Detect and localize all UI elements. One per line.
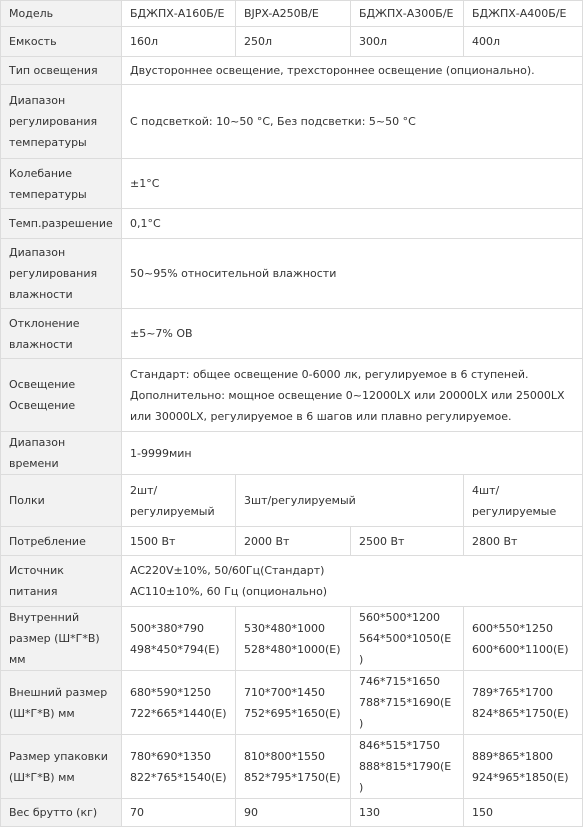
cell-value: ±1°C bbox=[122, 159, 583, 209]
value-line: 600*550*1250 bbox=[472, 621, 553, 635]
row-inner-size bbox=[1, 607, 583, 671]
row-power-consumption bbox=[1, 527, 583, 556]
cell-value: 0,1°C bbox=[122, 209, 583, 239]
value-line: 889*865*1800 bbox=[472, 749, 553, 763]
value-line: 810*800*1550 bbox=[244, 749, 325, 763]
row-illumination bbox=[1, 359, 583, 432]
value-line: 564*500*1050(E) bbox=[359, 632, 452, 666]
value-line: Стандарт: общее освещение 0-6000 лк, регулируемое в 6 ступеней. bbox=[130, 367, 529, 381]
row-label: Темп.разрешение bbox=[1, 209, 122, 239]
value-line: 924*965*1850(E) bbox=[472, 770, 569, 784]
row-label: Потребление bbox=[1, 527, 122, 556]
cell-value: 2000 Вт bbox=[236, 527, 351, 556]
row-lighting-type bbox=[1, 57, 583, 85]
row-power-supply bbox=[1, 556, 583, 607]
row-time-range bbox=[1, 432, 583, 475]
value-line: AC220V±10%, 50/60Гц(Стандарт) bbox=[130, 564, 325, 577]
value-line: 822*765*1540(E) bbox=[130, 770, 227, 784]
row-shelves bbox=[1, 475, 583, 527]
value-line: 710*700*1450 bbox=[244, 685, 325, 699]
cell-value bbox=[122, 359, 583, 432]
value-line: 528*480*1000(E) bbox=[244, 642, 341, 656]
row-label: Размер упаковки (Ш*Г*В) мм bbox=[1, 735, 122, 799]
cell-value: 50~95% относительной влажности bbox=[122, 239, 583, 309]
value-line: 722*665*1440(E) bbox=[130, 706, 227, 720]
cell-value: 4шт/ регулируемые bbox=[464, 475, 583, 527]
cell-value bbox=[351, 671, 464, 735]
row-humidity-range bbox=[1, 239, 583, 309]
value-line: 852*795*1750(E) bbox=[244, 770, 341, 784]
row-gross-weight bbox=[1, 799, 583, 827]
row-label: Вес брутто (кг) bbox=[1, 799, 122, 827]
row-label: Источник питания bbox=[1, 556, 122, 607]
row-capacity bbox=[1, 27, 583, 57]
cell-value: С подсветкой: 10~50 °C, Без подсветки: 5~50 °C bbox=[122, 85, 583, 159]
row-temp-fluctuation bbox=[1, 159, 583, 209]
row-label: Диапазон регулирования влажности bbox=[1, 239, 122, 309]
row-label: Внешний размер (Ш*Г*В) мм bbox=[1, 671, 122, 735]
cell-value: 250л bbox=[236, 27, 351, 57]
row-label: Полки bbox=[1, 475, 122, 527]
value-line: 530*480*1000 bbox=[244, 621, 325, 635]
row-label: Колебание температуры bbox=[1, 159, 122, 209]
row-temp-resolution bbox=[1, 209, 583, 239]
cell-value: ±5~7% ОВ bbox=[122, 309, 583, 359]
cell-value: 160л bbox=[122, 27, 236, 57]
row-label-line: Освещение bbox=[9, 378, 76, 391]
row-label: Диапазон времени bbox=[1, 432, 122, 475]
value-line: 600*600*1100(E) bbox=[472, 642, 569, 656]
cell-value: 2500 Вт bbox=[351, 527, 464, 556]
cell-value: 2шт/ регулируемый bbox=[122, 475, 236, 527]
cell-value bbox=[351, 607, 464, 671]
row-humidity-deviation bbox=[1, 309, 583, 359]
cell-value: 90 bbox=[236, 799, 351, 827]
cell-value bbox=[236, 607, 351, 671]
cell-value bbox=[464, 607, 583, 671]
cell-value bbox=[122, 607, 236, 671]
row-label: Диапазон регулирования температуры bbox=[1, 85, 122, 159]
cell-value: 400л bbox=[464, 27, 583, 57]
value-line: 500*380*790 bbox=[130, 621, 204, 635]
cell-value: 1500 Вт bbox=[122, 527, 236, 556]
row-label: Отклонение влажности bbox=[1, 309, 122, 359]
row-package-size bbox=[1, 735, 583, 799]
cell-value: Двустороннее освещение, трехстороннее освещение (опционально). bbox=[122, 57, 583, 85]
cell-value bbox=[236, 671, 351, 735]
cell-value: 130 bbox=[351, 799, 464, 827]
cell-value: 3шт/регулируемый bbox=[236, 475, 464, 527]
cell-value: БДЖПХ-А400Б/Е bbox=[464, 1, 583, 27]
row-label: Тип освещения bbox=[1, 57, 122, 85]
row-model bbox=[1, 1, 583, 27]
value-line: 498*450*794(E) bbox=[130, 642, 220, 656]
cell-value: БДЖПХ-А300Б/Е bbox=[351, 1, 464, 27]
value-line: 789*765*1700 bbox=[472, 685, 553, 699]
value-line: 752*695*1650(E) bbox=[244, 706, 341, 720]
cell-value: БДЖПХ-А160Б/Е bbox=[122, 1, 236, 27]
row-outer-size bbox=[1, 671, 583, 735]
value-line: 780*690*1350 bbox=[130, 749, 211, 763]
value-line: 888*815*1790(E) bbox=[359, 760, 452, 794]
cell-value: 70 bbox=[122, 799, 236, 827]
cell-value: 150 bbox=[464, 799, 583, 827]
cell-value bbox=[351, 735, 464, 799]
cell-value: 1-9999мин bbox=[122, 432, 583, 475]
value-line: 846*515*1750 bbox=[359, 739, 440, 752]
value-line: AC110±10%, 60 Гц (опционально) bbox=[130, 585, 328, 598]
cell-value bbox=[122, 671, 236, 735]
cell-value: 300л bbox=[351, 27, 464, 57]
cell-value bbox=[122, 556, 583, 607]
value-line: 560*500*1200 bbox=[359, 611, 440, 624]
value-line: 824*865*1750(E) bbox=[472, 706, 569, 720]
value-line: Дополнительно: мощное освещение 0~12000LX или 20000LX или 25000LX или 30000LX, регулируемое в 6 шагов или плавно регулируемое. bbox=[130, 388, 565, 423]
row-label bbox=[1, 359, 122, 432]
row-label: Модель bbox=[1, 1, 122, 27]
value-line: 680*590*1250 bbox=[130, 685, 211, 699]
cell-value bbox=[122, 735, 236, 799]
cell-value bbox=[236, 735, 351, 799]
row-temp-range bbox=[1, 85, 583, 159]
row-label: Емкость bbox=[1, 27, 122, 57]
value-line: 788*715*1690(E) bbox=[359, 696, 452, 730]
value-line: 746*715*1650 bbox=[359, 675, 440, 688]
row-label: Внутренний размер (Ш*Г*В) мм bbox=[1, 607, 122, 671]
cell-value: BJPX-A250B/E bbox=[236, 1, 351, 27]
cell-value bbox=[464, 671, 583, 735]
row-label-line: Освещение bbox=[9, 399, 76, 412]
cell-value bbox=[464, 735, 583, 799]
cell-value: 2800 Вт bbox=[464, 527, 583, 556]
